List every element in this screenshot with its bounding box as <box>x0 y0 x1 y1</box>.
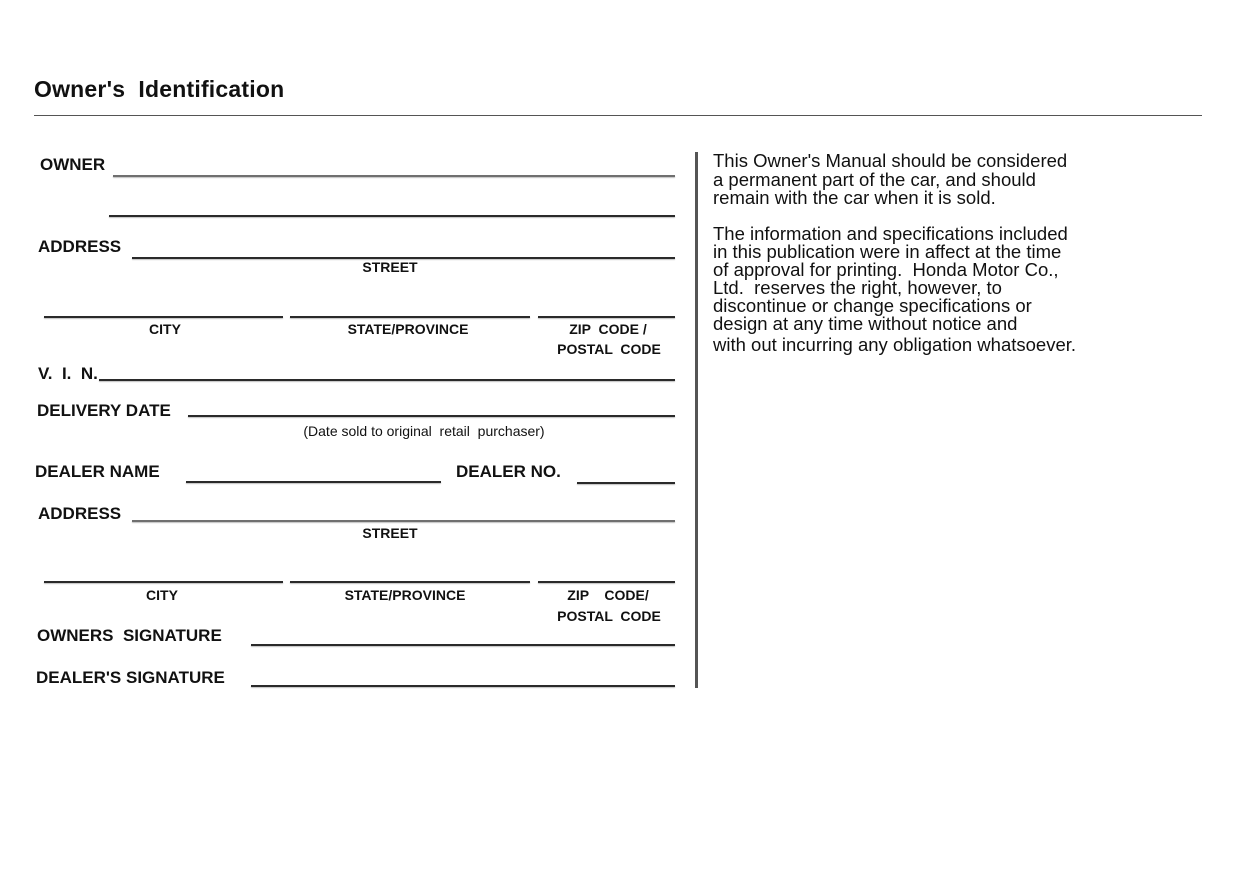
notice-line: with out incurring any obligation whatsoever. <box>713 334 1077 355</box>
dealer-state-line[interactable] <box>290 581 530 583</box>
dealer-city-caption: CITY <box>146 587 178 603</box>
notice-line: of approval for printing. Honda Motor Co., <box>713 259 1059 280</box>
dealer-postal-code-caption: POSTAL CODE <box>557 608 661 624</box>
dealer-zip-line[interactable] <box>538 581 675 583</box>
notice-line: a permanent part of the car, and should <box>713 168 1036 190</box>
state-line[interactable] <box>290 316 530 318</box>
title-divider <box>34 115 1202 116</box>
zip-line[interactable] <box>538 316 675 318</box>
notice-line: discontinue or change specifications or <box>713 295 1032 316</box>
owners-signature-label: OWNERS SIGNATURE <box>37 626 222 645</box>
dealer-name-label: DEALER NAME <box>35 462 160 481</box>
owners-signature-line[interactable] <box>251 644 675 646</box>
notice-paragraph-2 <box>713 225 1076 354</box>
notice-line: remain with the car when it is sold. <box>713 187 996 208</box>
delivery-date-label: DELIVERY DATE <box>37 401 171 420</box>
notice-line: in this publication were in affect at the time <box>713 241 1062 262</box>
dealer-street-caption: STREET <box>362 525 418 541</box>
dealer-state-caption: STATE/PROVINCE <box>344 587 466 603</box>
vin-line[interactable] <box>99 379 675 381</box>
delivery-date-line[interactable] <box>188 415 675 417</box>
notice-line: Ltd. reserves the right, however, to <box>713 277 1002 298</box>
dealer-no-line[interactable] <box>577 482 675 484</box>
page-title: Owner's Identification <box>34 76 285 102</box>
notice-line: This Owner's Manual should be considered <box>713 150 1068 171</box>
dealers-signature-line[interactable] <box>251 685 675 687</box>
dealer-address-street-line[interactable] <box>132 520 675 522</box>
notice-paragraph-1 <box>713 152 1067 208</box>
dealers-signature-label: DEALER'S SIGNATURE <box>36 668 225 687</box>
city-line[interactable] <box>44 316 283 318</box>
dealer-no-label: DEALER NO. <box>456 462 561 481</box>
owner-line-2[interactable] <box>109 215 675 217</box>
dealer-address-label: ADDRESS <box>38 504 122 523</box>
column-divider <box>695 152 698 688</box>
owner-label: OWNER <box>40 155 106 174</box>
delivery-date-note: (Date sold to original retail purchaser) <box>303 423 545 439</box>
state-caption: STATE/PROVINCE <box>347 321 469 337</box>
postal-code-caption: POSTAL CODE <box>557 341 661 357</box>
owner-line-1[interactable] <box>113 175 675 177</box>
notice-line: design at any time without notice and <box>713 313 1018 334</box>
city-caption: CITY <box>149 321 181 337</box>
street-caption: STREET <box>362 259 418 275</box>
vin-label: V. I. N. <box>38 364 98 383</box>
zip-caption: ZIP CODE / <box>569 321 647 337</box>
dealer-city-line[interactable] <box>44 581 283 583</box>
dealer-zip-caption: ZIP CODE/ <box>567 587 649 603</box>
address-label: ADDRESS <box>38 237 122 256</box>
dealer-name-line[interactable] <box>186 481 441 483</box>
notice-line: The information and specifications included <box>713 223 1068 244</box>
